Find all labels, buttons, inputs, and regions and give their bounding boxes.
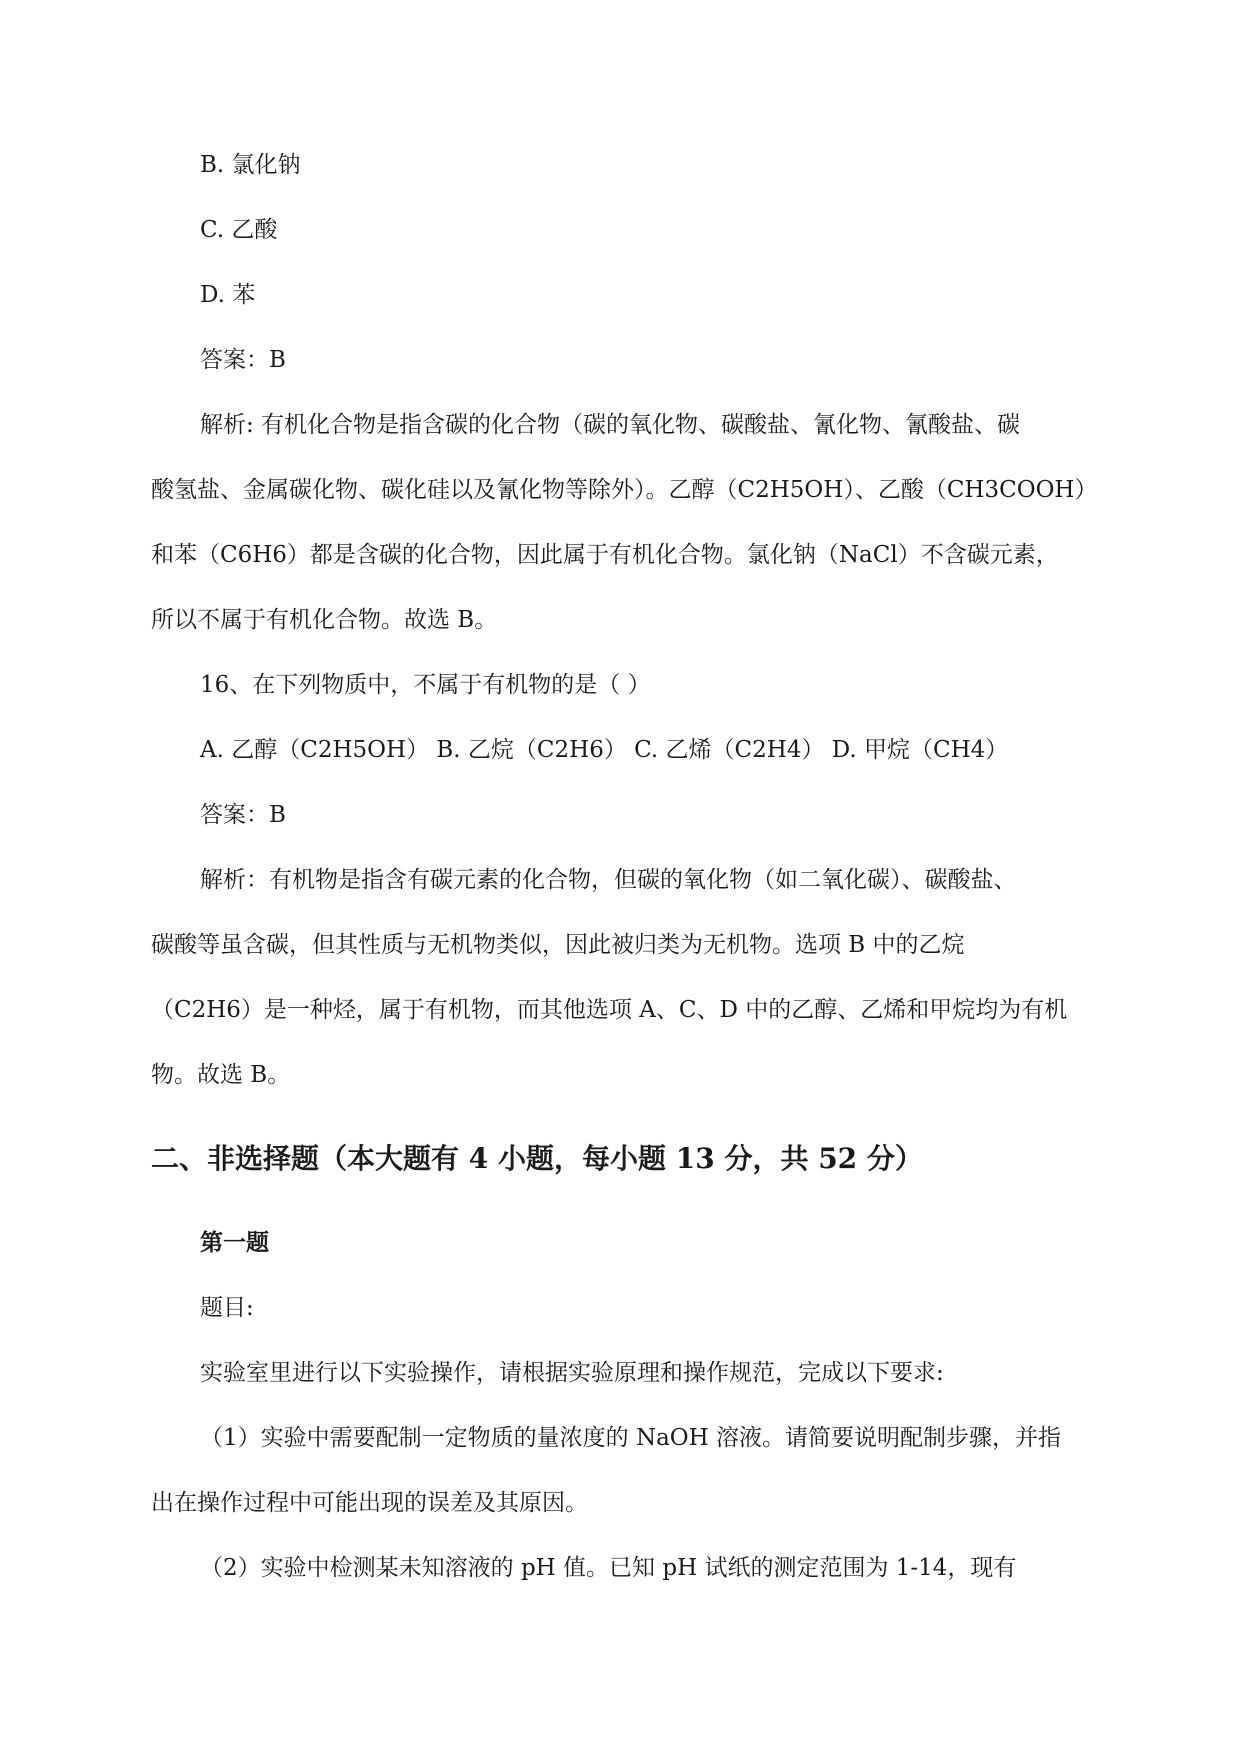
explanation-16-line-3: （C2H6）是一种烃，属于有机物，而其他选项 A、C、D 中的乙醇、乙烯和甲烷均为有机 (151, 997, 1068, 1023)
part-2-line-1: （2）实验中检测某未知溶液的 pH 值。已知 pH 试纸的测定范围为 1-14，现有 (200, 1555, 1017, 1581)
question-title: 第一题 (200, 1229, 269, 1256)
explanation-16-line-1: 解析：有机物是指含有碳元素的化合物，但碳的氧化物（如二氧化碳）、碳酸盐、 (200, 867, 1017, 893)
option-b-text: B. 氯化钠 (200, 152, 301, 178)
section-heading: 二、非选择题（本大题有 4 小题，每小题 13 分，共 52 分） (151, 1142, 923, 1175)
part-1-line-2: 出在操作过程中可能出现的误差及其原因。 (151, 1490, 588, 1516)
answer-15: 答案：B (200, 347, 286, 373)
prompt-label: 题目: (200, 1295, 254, 1321)
explanation-15-line-2: 酸氢盐、金属碳化物、碳化硅以及氰化物等除外）。乙醇（C2H5OH）、乙酸（CH3COOH） (151, 477, 1098, 503)
explanation-15-line-1: 解析: 有机化合物是指含碳的化合物（碳的氧化物、碳酸盐、氰化物、氰酸盐、碳 (200, 412, 1021, 438)
explanation-16-line-2: 碳酸等虽含碳，但其性质与无机物类似，因此被归类为无机物。选项 B 中的乙烷 (151, 932, 965, 958)
explanation-16-line-4: 物。故选 B。 (151, 1062, 291, 1088)
prompt-intro: 实验室里进行以下实验操作，请根据实验原理和操作规范，完成以下要求: (200, 1360, 944, 1386)
explanation-15-line-3: 和苯（C6H6）都是含碳的化合物，因此属于有机化合物。氯化钠（NaCl）不含碳元素， (151, 542, 1059, 568)
part-1-line-1: （1）实验中需要配制一定物质的量浓度的 NaOH 溶液。请简要说明配制步骤，并指 (200, 1425, 1062, 1451)
explanation-15-line-4: 所以不属于有机化合物。故选 B。 (151, 607, 498, 633)
question-16-stem: 16、在下列物质中，不属于有机物的是（ ） (200, 672, 651, 698)
option-c-text: C. 乙酸 (200, 217, 278, 243)
option-d-text: D. 苯 (200, 282, 256, 308)
answer-16: 答案：B (200, 802, 286, 828)
question-16-options: A. 乙醇（C2H5OH） B. 乙烷（C2H6） C. 乙烯（C2H4） D. 甲烷（CH4） (200, 737, 1009, 763)
